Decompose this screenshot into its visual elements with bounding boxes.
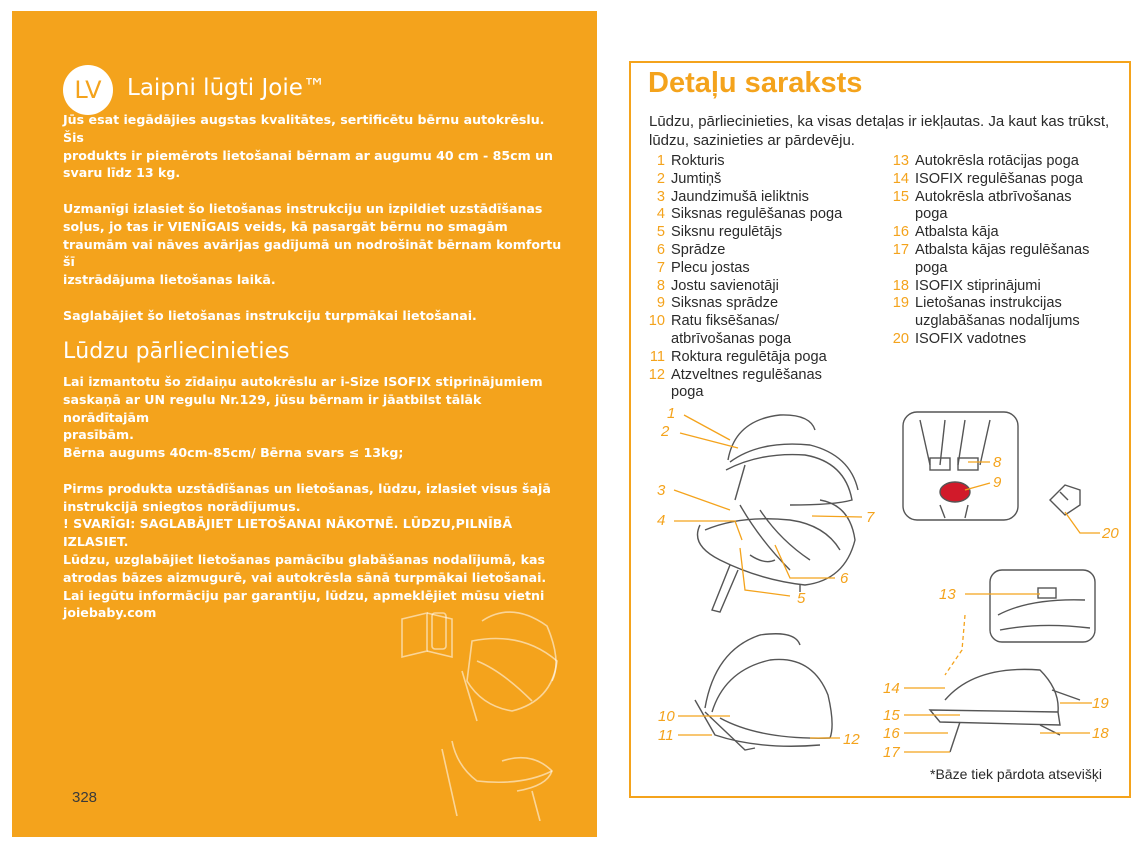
text-line: svaru līdz 13 kg.	[63, 165, 181, 181]
callout-5: 5	[797, 590, 806, 607]
text-line: instrukcijā sniegtos norādījumus.	[63, 498, 301, 514]
callout-17: 17	[883, 744, 900, 761]
text-line: izstrādājuma lietošanas laikā.	[63, 272, 276, 288]
language-badge: LV	[63, 65, 113, 115]
text-line: Lai izmantotu šo zīdaiņu autokrēslu ar i-Size ISOFIX stiprinājumiem	[63, 374, 543, 389]
callout-9: 9	[993, 474, 1002, 491]
callout-4: 4	[657, 512, 666, 529]
left-page	[12, 11, 597, 837]
list-item: 15 Autokrēsla atbrīvošanas poga	[892, 188, 1072, 223]
list-item: 19 Lietošanas instrukcijas uzglabāšanas nodalījums	[892, 295, 1080, 330]
list-item: 18 ISOFIX stiprinājumi	[892, 277, 1041, 294]
text-line: prasībām.	[63, 427, 134, 443]
text-line: Lai iegūtu informāciju par garantiju, lūdzu, apmeklējiet mūsu vietni	[63, 587, 545, 603]
list-item: 13 Autokrēsla rotācijas poga	[892, 153, 1079, 169]
welcome-title: Laipni lūgti Joie™	[127, 75, 326, 101]
callout-12: 12	[843, 731, 860, 748]
list-item: 9 Siksnas sprādze	[656, 295, 779, 312]
text-line: Bērna augums 40cm-85cm/ Bērna svars ≤ 13kg;	[63, 445, 404, 461]
parts-list-title: Detaļu saraksts	[648, 67, 863, 99]
parts-list-column-2	[889, 153, 1129, 349]
page-number: 328	[72, 789, 98, 806]
list-item: 14 ISOFIX regulēšanas poga	[892, 170, 1083, 187]
callout-15: 15	[883, 707, 900, 724]
text-line: traumām vai nāves avārijas gadījumā un nodrošināt bērnam komfortu šī	[63, 236, 562, 270]
parts-intro: Lūdzu, pārliecinieties, ka visas detaļas ir iekļautas. Ja kaut kas trūkst, lūdzu, sazinieties ar pārdevēju.	[649, 113, 1110, 149]
list-item: 7 Plecu jostas	[656, 259, 750, 276]
list-item: 1 Rokturis	[656, 153, 725, 169]
callout-8: 8	[993, 454, 1002, 471]
text-line: IZLASIET.	[63, 534, 129, 550]
text-line: Uzmanīgi izlasiet šo lietošanas instrukciju un izpildiet uzstādīšanas	[63, 200, 543, 216]
text-line: joiebaby.com	[63, 605, 157, 621]
list-item: 4 Siksnas regulēšanas poga	[656, 206, 843, 223]
list-item: 11 Roktura regulētāja poga	[649, 348, 827, 365]
callout-16: 16	[883, 725, 900, 742]
callout-6: 6	[840, 570, 849, 587]
text-line: ! SVARĪGI: SAGLABĀJIET LIETOŠANAI NĀKOTNĒ. LŪDZU,PILNĪBĀ	[63, 516, 513, 532]
text-line: Saglabājiet šo lietošanas instrukciju turpmākai lietošanai.	[63, 307, 477, 323]
text-line: Pirms produkta uzstādīšanas un lietošanas, lūdzu, izlasiet visus šajā	[63, 480, 551, 496]
text-line: produkts ir piemērots lietošanai bērnam ar augumu 40 cm - 85cm un	[63, 147, 554, 163]
text-line: Lūdzu, uzglabājiet lietošanas pamācību glabāšanas nodalījumā, kas	[63, 551, 546, 567]
callout-10: 10	[658, 708, 675, 725]
list-item: 17 Atbalsta kājas regulēšanas poga	[892, 241, 1090, 276]
car-seat-watermark-icon	[382, 601, 582, 821]
list-item: 16 Atbalsta kāja	[892, 224, 999, 241]
text-line: atrodas bāzes aizmugurē, vai autokrēsla sānā turpmākai lietošanai.	[63, 569, 547, 585]
list-item: 20 ISOFIX vadotnes	[892, 330, 1027, 347]
list-item: 12 Atzveltnes regulēšanas poga	[648, 366, 822, 401]
text-line: Jūs esat iegādājies augstas kvalitātes, sertificētu bērnu autokrēslu. Šis	[63, 112, 545, 145]
callout-19: 19	[1092, 695, 1109, 712]
list-item: 8 Jostu savienotāji	[656, 277, 779, 294]
list-item: 2 Jumtiņš	[656, 170, 722, 187]
base-sold-separately-note: *Bāze tiek pārdota atsevišķi	[930, 766, 1102, 782]
list-item: 3 Jaundzimušā ieliktnis	[656, 188, 809, 205]
section-title: Lūdzu pārliecinieties	[63, 339, 290, 364]
callout-20: 20	[1102, 525, 1119, 542]
callout-7: 7	[866, 509, 875, 526]
callout-3: 3	[657, 482, 666, 499]
list-item: 6 Sprādze	[656, 241, 726, 258]
callout-18: 18	[1092, 725, 1109, 742]
list-item: 5 Siksnu regulētājs	[656, 224, 783, 241]
callout-2: 2	[661, 423, 670, 440]
list-item: 10 Ratu fiksēšanas/ atbrīvošanas poga	[648, 313, 792, 347]
text-line: saskaņā ar UN regulu Nr.129, jūsu bērnam ir jāatbilst tālāk norādītajām	[63, 391, 482, 425]
requirements-text	[63, 373, 568, 622]
text-line: soļus, jo tas ir VIENĪGAIS veids, kā pasargāt bērnu no smagām	[63, 218, 508, 234]
callout-13: 13	[939, 586, 956, 603]
callout-11: 11	[658, 727, 674, 744]
callout-1: 1	[667, 405, 676, 422]
callout-14: 14	[883, 680, 900, 697]
welcome-text	[63, 111, 568, 325]
parts-list-column-1	[645, 153, 885, 402]
